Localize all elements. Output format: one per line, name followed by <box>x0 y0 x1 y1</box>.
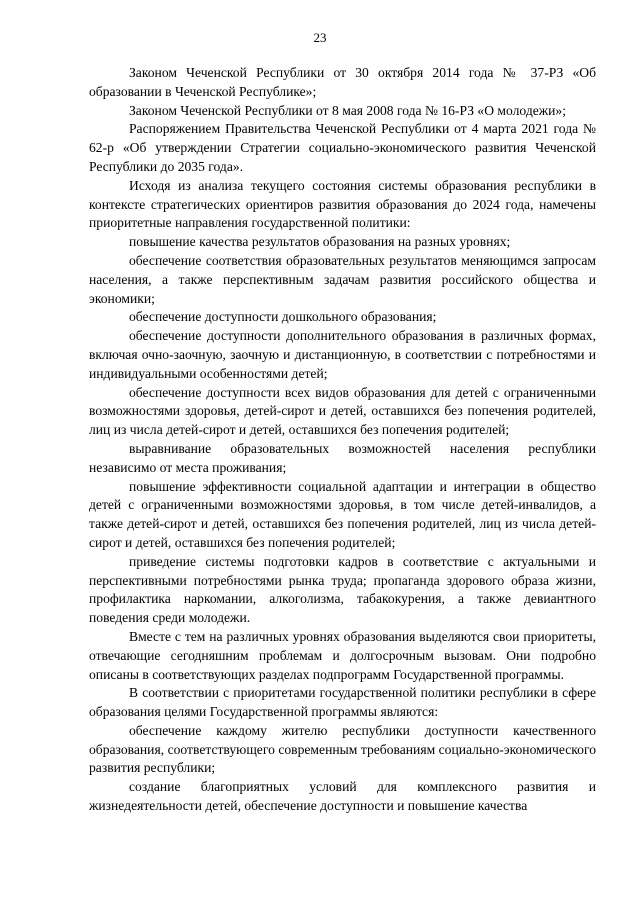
paragraph-law-youth: Законом Чеченской Республики от 8 мая 2008 года № 16-РЗ «О молодежи»; <box>129 102 567 118</box>
paragraph-priority-directions-intro: Исходя из анализа текущего состояния системы образования республики в контексте стратегических ориентиров развития образования до 2024 года, намечены приоритетные направления государственной политики: <box>89 177 596 231</box>
list-item-personnel-training: приведение системы подготовки кадров в соответствие с актуальными и перспективными потребностями рынка труда; пропаганда здорового образа жизни, профилактика наркомании, алкоголизма, табакокурения, а также девиантного поведения среди молодежи. <box>89 553 596 626</box>
document-body <box>89 64 596 816</box>
list-item-preschool-access: обеспечение доступности дошкольного образования; <box>129 309 437 325</box>
list-item-education-access-special-needs: обеспечение доступности всех видов образования для детей с ограниченными возможностями здоровья, детей-сирот и детей, оставшихся без попечения родителей, лиц из числа детей-сирот и детей, оставшихся без попечения родителей; <box>89 384 596 438</box>
list-item-education-quality: повышение качества результатов образования на разных уровнях; <box>129 234 511 250</box>
paragraph-law-education: Законом Чеченской Республики от 30 октября 2014 года № 37-РЗ «Об образовании в Чеченской Республике»; <box>89 65 596 99</box>
paragraph-level-priorities: Вместе с тем на различных уровнях образования выделяются свои приоритеты, отвечающие сегодняшним проблемам и долгосрочным вызовам. Они подробно описаны в соответствующих разделах подпрограмм Государственной программы. <box>89 628 596 682</box>
list-item-results-compliance: обеспечение соответствия образовательных результатов меняющимся запросам населения, а также перспективным задачам развития российского общества и экономики; <box>89 252 596 306</box>
paragraph-government-order: Распоряжением Правительства Чеченской Республики от 4 марта 2021 года № 62-р «Об утверждении Стратегии социально-экономического развития Чеченской Республики до 2035 года». <box>89 121 596 174</box>
paragraph-program-goals-intro: В соответствии с приоритетами государственной политики республики в сфере образования целями Государственной программы являются: <box>89 685 596 720</box>
page-number: 23 <box>313 30 327 45</box>
list-item-social-adaptation: повышение эффективности социальной адаптации и интеграции в общество детей с ограниченными возможностями здоровья, в том числе детей-инвалидов, а также детей-сирот и детей, оставшихся без попечения родителей, лиц из числа детей-сирот и детей, оставшихся без попечения родителей; <box>89 478 596 550</box>
list-item-equal-opportunities: выравнивание образовательных возможностей населения республики независимо от места проживания; <box>89 440 596 475</box>
list-item-goal-quality-education: обеспечение каждому жителю республики доступности качественного образования, соответствующего современным требованиям социально-экономического развития республики; <box>89 722 596 776</box>
list-item-additional-education-access: обеспечение доступности дополнительного образования в различных формах, включая очно-заочную, заочную и дистанционную, в соответствии с потребностями и индивидуальными особенностями детей; <box>89 328 596 381</box>
list-item-goal-child-development: создание благоприятных условий для комплексного развития и жизнедеятельности детей, обеспечение доступности и повышение качества <box>89 779 596 814</box>
